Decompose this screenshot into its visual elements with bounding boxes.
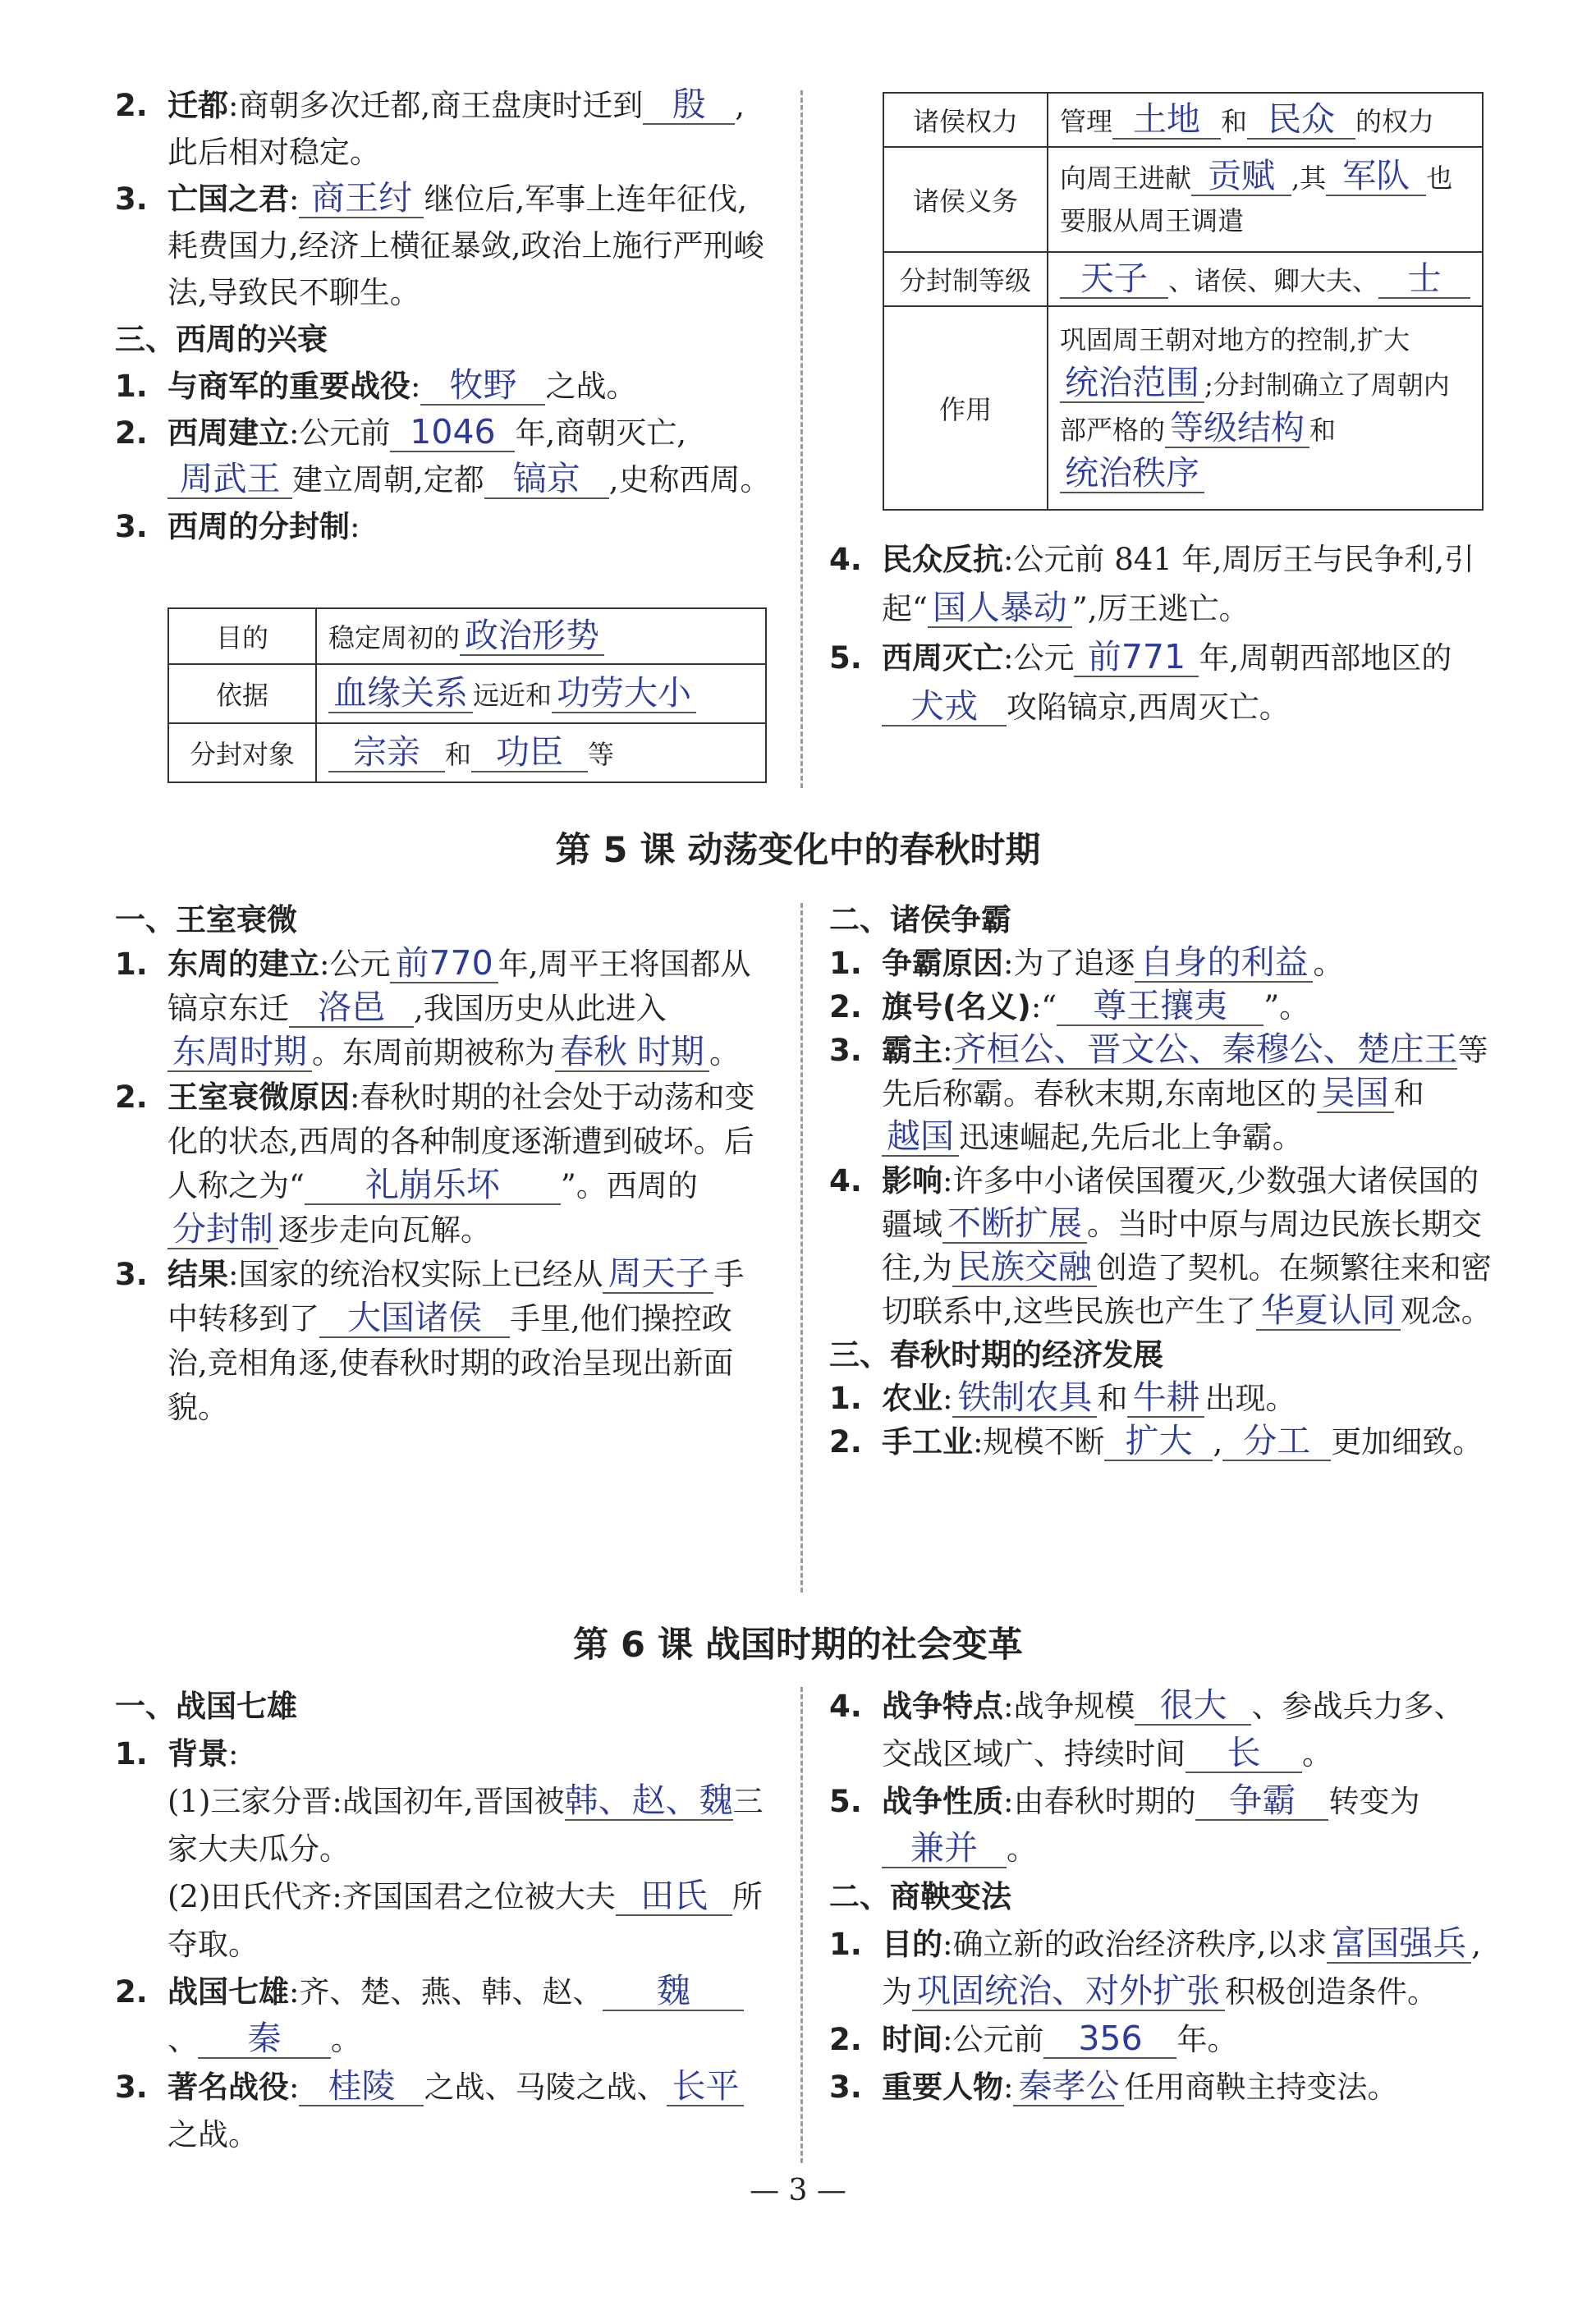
text: 手中转移到了 <box>167 1257 745 1336</box>
item-label: 争霸原因 <box>882 946 1003 981</box>
text: 出现。 <box>1204 1381 1296 1416</box>
item-number: 5. <box>829 1784 862 1819</box>
answer-blank: 时期 <box>632 1033 709 1072</box>
text: :公元前 <box>289 415 391 451</box>
answer-blank: 国人暴动 <box>928 589 1072 628</box>
answer-blank: 血缘关系 <box>328 674 473 713</box>
answer-blank: 土地 <box>1112 100 1221 140</box>
text: 。 <box>1007 1831 1037 1867</box>
item-label: 重要人物 <box>882 2070 1003 2105</box>
answer-blank: 贡赋 <box>1191 157 1291 196</box>
answer-blank: 铁制农具 <box>952 1378 1097 1418</box>
answer-blank: 不断扩展 <box>942 1204 1087 1244</box>
item-number: 2. <box>829 989 862 1024</box>
text: 年,周朝西部地区的 <box>1199 640 1452 676</box>
item-label: 背景 <box>167 1736 228 1772</box>
answer-blank: 统治秩序 <box>1060 454 1204 493</box>
item-label: 手工业 <box>882 1424 973 1460</box>
text: :国家的统治权实际上已经从 <box>228 1257 603 1292</box>
section-heading: 一、王室衰微 <box>115 902 297 937</box>
item-number: 2. <box>115 88 148 123</box>
text: 所夺取。 <box>167 1879 763 1962</box>
text: 等先后称霸。春秋末期,东南地区的 <box>882 1033 1488 1112</box>
text: 和 <box>1221 106 1248 137</box>
item-label: 农业 <box>882 1381 942 1416</box>
item-number: 2. <box>829 2022 862 2057</box>
sub-item <box>115 1873 772 1969</box>
text: ;分封制确立了周朝内部严格的 <box>1060 369 1450 446</box>
text: 。 <box>1313 946 1344 981</box>
lesson5-left-column <box>115 898 772 1430</box>
answer-blank: 兼并 <box>882 1829 1007 1868</box>
answer-blank: 牧野 <box>420 366 545 406</box>
answer-blank: 自身的利益 <box>1135 943 1313 983</box>
fengjian-table <box>167 607 767 783</box>
answer-blank: 牛耕 <box>1127 1378 1204 1418</box>
list-item <box>115 942 772 1075</box>
table-header-cell: 分封对象 <box>168 723 316 782</box>
text: 创造了契机。在频繁往来和密切联系中,这些民族也产生了 <box>882 1250 1492 1329</box>
answer-blank: 镐京 <box>484 460 609 499</box>
list-item <box>829 634 1486 732</box>
text: :商朝多次迁都,商王盘庚时迁到 <box>228 88 644 123</box>
text: : <box>350 509 360 544</box>
answer-blank: 商王纣 <box>299 179 424 218</box>
list-item <box>829 2016 1494 2064</box>
section-heading: 三、西周的兴衰 <box>115 322 328 357</box>
item-number: 1. <box>829 1381 862 1416</box>
answer-blank: 长平 <box>667 2067 744 2106</box>
lesson6-left-column <box>115 1683 772 2159</box>
text: :规模不断 <box>973 1424 1105 1460</box>
text: 、诸侯、卿大夫、 <box>1168 265 1379 296</box>
text: 。 <box>709 1035 740 1070</box>
text: 转变为 <box>1328 1784 1420 1819</box>
text: 攻陷镐京,西周灭亡。 <box>1007 690 1290 725</box>
text: 之战、马陵之战、 <box>424 2070 667 2105</box>
answer-blank: 华夏认同 <box>1256 1291 1401 1331</box>
list-item <box>115 1075 772 1253</box>
table-row <box>883 93 1483 147</box>
answer-blank: 魏 <box>603 1972 744 2011</box>
answer-blank: 士 <box>1378 259 1470 299</box>
text: 建立周朝,定都 <box>292 462 484 497</box>
text: (1)三家分晋:战国初年,晋国被 <box>167 1784 565 1819</box>
answer-blank: 犬戎 <box>882 687 1007 727</box>
item-number: 3. <box>115 2070 148 2105</box>
answer-blank: 桂陵 <box>299 2067 424 2106</box>
text: ,为 <box>882 1927 1481 2010</box>
item-label: 亡国之君 <box>167 181 289 217</box>
answer-blank: 等级结构 <box>1165 409 1309 448</box>
text: 继位后,军事上连年征伐,耗费国力,经济上横征暴敛,政治上施行严刑峻法,导致民不聊生。 <box>167 181 764 310</box>
list-item <box>829 1159 1494 1333</box>
text: 。当时中原与周边民族长期交往,为 <box>882 1207 1482 1286</box>
table-header-cell: 目的 <box>168 608 316 664</box>
text: :为了追逐 <box>1003 946 1135 981</box>
answer-blank: 周武王 <box>167 460 292 499</box>
column-divider <box>800 1687 803 2163</box>
answer-blank: 春秋 <box>555 1033 632 1072</box>
list-item <box>829 942 1494 985</box>
answer-blank: 富国强兵 <box>1327 1924 1471 1964</box>
text: 和 <box>1309 415 1337 446</box>
section-heading: 三、春秋时期的经济发展 <box>829 1337 1163 1373</box>
lesson-6-title: 第 6 课 战国时期的社会变革 <box>573 1625 1023 1666</box>
item-number: 1. <box>829 1927 862 1962</box>
answer-blank: 越国 <box>882 1117 959 1157</box>
answer-blank: 前771 <box>1074 638 1199 677</box>
text: ”,厉王逃亡。 <box>1071 591 1250 626</box>
answer-blank: 东周时期 <box>167 1033 312 1072</box>
text: 观念。 <box>1400 1294 1492 1329</box>
item-label: 西周建立 <box>167 415 289 451</box>
text: 的权力 <box>1355 106 1435 137</box>
answer-blank: 礼崩乐坏 <box>305 1166 561 1205</box>
text: 也要服从周王调遣 <box>1060 163 1453 236</box>
item-label: 影响 <box>882 1163 942 1199</box>
item-label: 民众反抗 <box>882 542 1003 577</box>
item-number: 2. <box>829 1424 862 1460</box>
table-cell <box>316 608 766 664</box>
list-item <box>115 1730 772 1778</box>
text: :公元 <box>1003 640 1075 676</box>
item-number: 4. <box>829 1689 862 1724</box>
text: 年,商朝灭亡, <box>515 415 686 451</box>
lesson5-right-column <box>829 898 1494 1464</box>
text: 稳定周初的 <box>328 622 461 653</box>
list-item <box>115 82 772 176</box>
text: 和 <box>445 739 472 770</box>
answer-blank: 民众 <box>1247 100 1355 140</box>
table-header-cell: 诸侯义务 <box>883 147 1048 252</box>
item-label: 目的 <box>882 1927 942 1962</box>
list-item <box>829 1377 1494 1420</box>
answer-blank: 田氏 <box>616 1877 732 1916</box>
text: ,其 <box>1291 163 1327 194</box>
list-item <box>829 1921 1494 2016</box>
text: 等 <box>588 739 615 770</box>
list-item <box>115 1969 772 2064</box>
text: : <box>289 181 300 217</box>
list-item <box>115 2064 772 2159</box>
text: (2)田氏代齐:齐国国君之位被大夫 <box>167 1879 616 1914</box>
left-top-column <box>115 82 772 550</box>
answer-blank: 统治范围 <box>1060 364 1204 403</box>
item-number: 3. <box>829 2070 862 2105</box>
answer-blank: 韩、赵、魏 <box>564 1781 733 1820</box>
list-item <box>115 176 772 316</box>
table-row <box>883 147 1483 252</box>
text: :公元 <box>319 947 391 982</box>
text: 年,周平王将国都从镐京东迁 <box>167 947 751 1026</box>
item-label: 著名战役 <box>167 2070 289 2105</box>
text: 三家大夫瓜分。 <box>167 1784 764 1867</box>
text: 更加细致。 <box>1331 1424 1484 1460</box>
list-item <box>829 2064 1494 2111</box>
item-number: 1. <box>829 946 862 981</box>
table-header-cell: 依据 <box>168 664 316 723</box>
text: ”。西周的 <box>560 1168 698 1203</box>
answer-blank: 秦孝公 <box>1013 2067 1124 2106</box>
item-label: 结果 <box>167 1257 228 1292</box>
section-heading: 二、诸侯争霸 <box>829 902 1011 937</box>
answer-blank: 吴国 <box>1317 1074 1394 1113</box>
list-item <box>829 1420 1494 1464</box>
item-label: 与商军的重要战役 <box>167 369 410 404</box>
table-row <box>168 723 766 782</box>
text: 。东周前期被称为 <box>312 1035 555 1070</box>
list-item <box>829 535 1486 634</box>
text: 远近和 <box>473 680 553 711</box>
answer-blank: 分封制 <box>167 1210 278 1249</box>
text: 之战。 <box>167 2117 259 2152</box>
text: 巩固周王朝对地方的控制,扩大 <box>1060 324 1410 355</box>
text: : <box>228 1736 239 1772</box>
item-label: 战争性质 <box>882 1784 1003 1819</box>
answer-blank: 周天子 <box>603 1254 713 1294</box>
text: : <box>289 2070 300 2105</box>
table-cell <box>316 723 766 782</box>
item-label: 时间 <box>882 2022 942 2057</box>
answer-blank: 大国诸侯 <box>319 1299 510 1338</box>
item-number: 3. <box>115 1257 148 1292</box>
text: 任用商鞅主持变法。 <box>1124 2070 1398 2105</box>
item-number: 3. <box>115 509 148 544</box>
table-row <box>883 252 1483 306</box>
item-label: 王室衰微原因 <box>167 1079 350 1115</box>
list-item <box>829 985 1494 1029</box>
text: ”。 <box>1264 989 1310 1024</box>
list-item <box>115 363 772 410</box>
item-label: 旗号(名义) <box>882 989 1031 1024</box>
list-item <box>115 503 772 550</box>
text: 、 <box>167 2022 198 2057</box>
answer-blank: 军队 <box>1326 157 1426 196</box>
text: :公元前 841 年,周厉王与民争利,引起“ <box>882 542 1475 626</box>
answer-blank: 殷 <box>643 85 735 125</box>
table-header-cell: 分封制等级 <box>883 252 1048 306</box>
item-number: 3. <box>829 1033 862 1068</box>
text: 。 <box>331 2022 361 2057</box>
text: 迅速崛起,先后北上争霸。 <box>959 1120 1303 1155</box>
page-number: — 3 — <box>750 2174 846 2207</box>
answer-blank: 扩大 <box>1104 1422 1213 1461</box>
item-number: 2. <box>115 1079 148 1115</box>
table-row <box>168 608 766 664</box>
column-divider <box>800 903 803 1593</box>
text: :许多中小诸侯国覆灭,少数强大诸侯国的疆域 <box>882 1163 1479 1242</box>
column-divider <box>800 90 803 788</box>
answer-blank: 民族交融 <box>952 1248 1097 1287</box>
answer-blank: 尊王攘夷 <box>1057 987 1264 1026</box>
section-heading: 二、商鞅变法 <box>829 1879 1011 1914</box>
answer-blank: 政治形势 <box>460 617 604 656</box>
list-item <box>115 1253 772 1430</box>
text: :“ <box>1030 989 1057 1024</box>
text: 向周王进献 <box>1060 163 1192 194</box>
item-number: 1. <box>115 947 148 982</box>
answer-blank: 宗亲 <box>328 733 445 772</box>
text: :确立新的政治经济秩序,以求 <box>942 1927 1328 1962</box>
text: :齐、楚、燕、韩、赵、 <box>289 1974 603 2010</box>
fengjian-detail-table <box>883 92 1484 511</box>
text: 年。 <box>1176 2022 1238 2057</box>
text: ,此后相对稳定。 <box>167 88 745 170</box>
text: : <box>1003 2070 1014 2105</box>
answer-blank: 很大 <box>1135 1686 1251 1726</box>
list-item <box>115 410 772 503</box>
list-item <box>829 1683 1494 1778</box>
item-number: 4. <box>829 1163 862 1199</box>
answer-blank: 前770 <box>390 944 498 983</box>
text: 和 <box>1393 1076 1424 1112</box>
item-label: 战争特点 <box>882 1689 1003 1724</box>
table-header-cell: 作用 <box>883 306 1048 510</box>
answer-blank: 齐桓公、晋文公、秦穆公、楚庄王 <box>952 1029 1458 1069</box>
text: :公元前 <box>942 2022 1044 2057</box>
right-top-column <box>829 535 1486 732</box>
table-cell <box>1048 147 1483 252</box>
text: , <box>1213 1424 1223 1460</box>
list-item <box>829 1029 1494 1159</box>
text: 管理 <box>1060 106 1113 137</box>
item-number: 1. <box>115 369 148 404</box>
text: :春秋时期的社会处于动荡和变化的状态,西周的各种制度逐渐遭到破坏。后人称之为“ <box>167 1079 755 1203</box>
item-number: 2. <box>115 1974 148 2010</box>
sub-item <box>115 1778 772 1873</box>
answer-blank: 争霸 <box>1195 1781 1328 1821</box>
text: 之战。 <box>545 369 637 404</box>
item-number: 2. <box>115 415 148 451</box>
text: ,我国历史从此进入 <box>414 991 667 1026</box>
lesson6-right-column <box>829 1683 1494 2111</box>
text: : <box>942 1033 953 1068</box>
item-number: 3. <box>115 181 148 217</box>
answer-blank: 功臣 <box>471 733 588 772</box>
lesson-5-title: 第 5 课 动荡变化中的春秋时期 <box>555 830 1041 871</box>
text: : <box>410 369 421 404</box>
section-heading: 一、战国七雄 <box>115 1689 297 1724</box>
item-label: 战国七雄 <box>167 1974 289 2010</box>
text: ,史称西周。 <box>608 462 771 497</box>
table-cell <box>1048 306 1483 510</box>
answer-blank: 长 <box>1186 1734 1302 1773</box>
text: 。 <box>1302 1736 1332 1772</box>
item-label: 迁都 <box>167 88 228 123</box>
answer-blank: 功劳大小 <box>552 674 696 713</box>
table-row <box>168 664 766 723</box>
item-label: 东周的建立 <box>167 947 319 982</box>
item-label: 霸主 <box>882 1033 942 1068</box>
answer-blank: 分工 <box>1222 1422 1331 1461</box>
answer-blank: 洛邑 <box>289 988 414 1028</box>
text: 积极创造条件。 <box>1225 1974 1438 2010</box>
text: 、参战兵力多、交战区域广、持续时间 <box>882 1689 1465 1772</box>
answer-blank: 巩固统治、对外扩张 <box>912 1972 1225 2011</box>
item-label: 西周灭亡 <box>882 640 1003 676</box>
item-number: 5. <box>829 640 862 676</box>
table-row <box>883 306 1483 510</box>
answer-blank: 1046 <box>390 413 515 452</box>
answer-blank: 秦 <box>198 2019 331 2059</box>
text: 和 <box>1097 1381 1128 1416</box>
table-header-cell: 诸侯权力 <box>883 93 1048 147</box>
text: :战争规模 <box>1003 1689 1135 1724</box>
item-label: 西周的分封制 <box>167 509 350 544</box>
list-item <box>829 1778 1494 1873</box>
table-cell <box>316 664 766 723</box>
table-cell <box>1048 252 1483 306</box>
text: 手里,他们操控政治,竞相角逐,使春秋时期的政治呈现出新面貌。 <box>167 1301 734 1425</box>
item-number: 4. <box>829 542 862 577</box>
text: 逐步走向瓦解。 <box>278 1212 491 1248</box>
item-number: 1. <box>115 1736 148 1772</box>
text: :由春秋时期的 <box>1003 1784 1196 1819</box>
answer-blank: 356 <box>1043 2019 1176 2059</box>
table-cell <box>1048 93 1483 147</box>
answer-blank: 天子 <box>1060 259 1168 299</box>
text: : <box>942 1381 953 1416</box>
